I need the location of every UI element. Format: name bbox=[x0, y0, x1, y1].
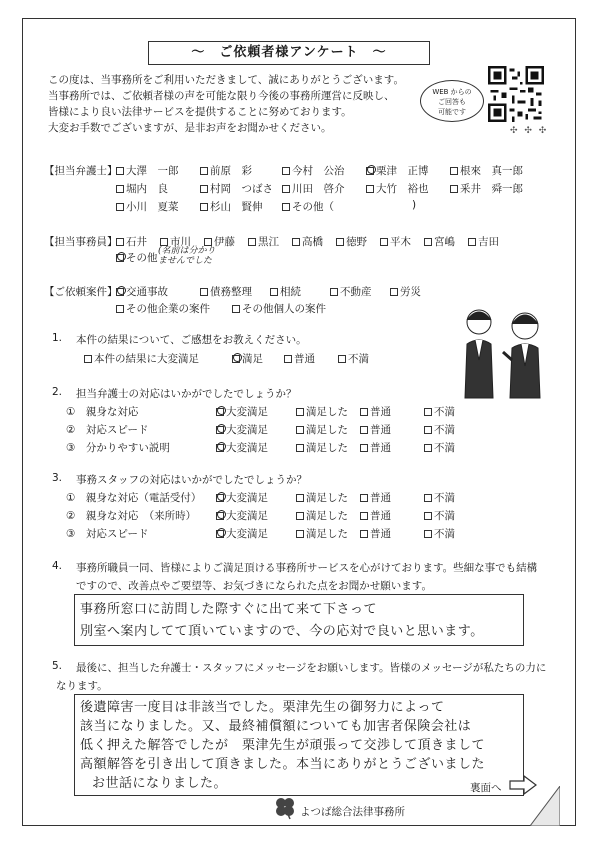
option-label: 満足 bbox=[242, 353, 263, 365]
option-label: 交通事故 bbox=[126, 286, 168, 298]
case-option[interactable] bbox=[232, 301, 326, 316]
checkbox-icon[interactable] bbox=[200, 203, 208, 211]
q2-rating-option[interactable] bbox=[424, 404, 455, 419]
checkbox-icon[interactable] bbox=[360, 494, 368, 502]
option-label: 不満 bbox=[434, 528, 455, 540]
option-label: 普通 bbox=[370, 528, 391, 540]
option-label: 釆井 舜一郎 bbox=[460, 183, 523, 195]
case-option[interactable] bbox=[200, 284, 252, 299]
q2-rating-option[interactable] bbox=[296, 404, 348, 419]
option-label: 宮嶋 bbox=[434, 236, 455, 248]
option-label: その他企業の案件 bbox=[126, 303, 210, 315]
lawyer-option[interactable] bbox=[200, 163, 252, 178]
checkbox-icon[interactable] bbox=[360, 512, 368, 520]
intro-line: 当事務所では、ご依頼者様の声を可能な限り今後の事務所運営に反映し、 bbox=[48, 90, 395, 102]
staff-option[interactable] bbox=[160, 234, 191, 249]
checkbox-icon[interactable] bbox=[424, 426, 432, 434]
checkbox-icon[interactable] bbox=[360, 408, 368, 416]
lawyer-option[interactable] bbox=[116, 199, 179, 214]
option-label: 不満 bbox=[348, 353, 369, 365]
option-label: 普通 bbox=[370, 492, 391, 504]
q3-rating-option[interactable] bbox=[296, 526, 348, 541]
checkbox-icon[interactable] bbox=[336, 238, 344, 246]
checkbox-icon[interactable] bbox=[450, 185, 458, 193]
option-label: 堀内 良 bbox=[126, 183, 168, 195]
lawyer-option[interactable] bbox=[450, 163, 523, 178]
checkbox-icon[interactable] bbox=[380, 238, 388, 246]
checkbox-icon[interactable] bbox=[200, 185, 208, 193]
q4-number: 4. bbox=[52, 560, 63, 572]
option-label: 不満 bbox=[434, 492, 455, 504]
clover-decoration-icon: ✣ ✣ ✣ bbox=[510, 126, 549, 136]
q1-question: 本件の結果について、ご感想をお教えください。 bbox=[76, 334, 307, 346]
q5-answer-line: 低く押えた解答でしたが 栗津先生が頑張って交渉して頂きまして bbox=[80, 738, 486, 753]
lawyer-mascots-icon bbox=[455, 300, 555, 400]
other-close-paren: ) bbox=[412, 199, 417, 211]
q1-option[interactable] bbox=[338, 351, 369, 366]
checkbox-icon[interactable] bbox=[360, 444, 368, 452]
staff-option[interactable] bbox=[204, 234, 235, 249]
checked-box-icon[interactable] bbox=[232, 355, 240, 363]
staff-label: 【担当事務員】 bbox=[44, 236, 118, 248]
q3-rating-option[interactable] bbox=[216, 508, 268, 523]
checked-box-icon[interactable] bbox=[216, 408, 224, 416]
q2-rating-option[interactable] bbox=[360, 440, 391, 455]
checked-box-icon[interactable] bbox=[216, 494, 224, 502]
option-label: 小川 夏菜 bbox=[126, 201, 179, 213]
option-label: 大変満足 bbox=[226, 528, 268, 540]
q3-rating-option[interactable] bbox=[360, 490, 391, 505]
staff-option[interactable] bbox=[468, 234, 499, 249]
q3-rating-option[interactable] bbox=[360, 526, 391, 541]
clover-logo-icon bbox=[272, 794, 298, 820]
turn-over-label: 裏面へ bbox=[470, 782, 502, 794]
q2-rating-option[interactable] bbox=[424, 440, 455, 455]
option-label: 大変満足 bbox=[226, 510, 268, 522]
staff-option[interactable] bbox=[380, 234, 411, 249]
option-label: 高橋 bbox=[302, 236, 323, 248]
option-label: 杉山 賢伸 bbox=[210, 201, 263, 213]
q2-rating-option[interactable] bbox=[360, 422, 391, 437]
staff-other-note bbox=[158, 246, 216, 266]
intro-line: 皆様により良い法律サービスを提供することに努めております。 bbox=[48, 106, 352, 118]
q3-rating-option[interactable] bbox=[424, 508, 455, 523]
checkbox-icon[interactable] bbox=[296, 426, 304, 434]
q5-answer-line: 後遺障害一度目は非該当でした。栗津先生の御努力によって bbox=[80, 700, 445, 715]
cases-label: 【ご依頼案件】 bbox=[44, 286, 118, 298]
checkbox-icon[interactable] bbox=[116, 185, 124, 193]
option-label: 労災 bbox=[400, 286, 421, 298]
checkbox-icon[interactable] bbox=[284, 355, 292, 363]
q3-rating-option[interactable] bbox=[424, 490, 455, 505]
option-label: 満足した bbox=[306, 406, 348, 418]
lawyer-option[interactable] bbox=[282, 163, 345, 178]
checked-box-icon[interactable] bbox=[216, 444, 224, 452]
option-label: 相続 bbox=[280, 286, 301, 298]
option-label: 伊藤 bbox=[214, 236, 235, 248]
option-label: 満足した bbox=[306, 442, 348, 454]
q1-number: 1. bbox=[52, 332, 63, 344]
bubble-line: 可能です bbox=[438, 108, 466, 116]
checkbox-icon[interactable] bbox=[204, 238, 212, 246]
option-label: 普通 bbox=[370, 424, 391, 436]
checkbox-icon[interactable] bbox=[270, 288, 278, 296]
checkbox-icon[interactable] bbox=[468, 238, 476, 246]
q3-number: 3. bbox=[52, 472, 63, 484]
option-label: 満足した bbox=[306, 492, 348, 504]
checkbox-icon[interactable] bbox=[296, 494, 304, 502]
checkbox-icon[interactable] bbox=[160, 238, 168, 246]
checkbox-icon[interactable] bbox=[390, 288, 398, 296]
option-label: 川田 啓介 bbox=[292, 183, 345, 195]
q4-question-line2: ですので、改善点やご要望等、お気づきになられた点をお聞かせ願います。 bbox=[76, 580, 432, 592]
q1-option[interactable] bbox=[284, 351, 315, 366]
option-label: 普通 bbox=[370, 406, 391, 418]
option-label: 不満 bbox=[434, 510, 455, 522]
intro-line: 大変お手数でございますが、是非お声をお聞かせください。 bbox=[48, 122, 332, 134]
web-answer-bubble bbox=[420, 80, 484, 122]
option-label: 不満 bbox=[434, 406, 455, 418]
option-label: 村岡 つばさ bbox=[210, 183, 273, 195]
q3-item-label: ② 親身な対応 （来所時） bbox=[66, 510, 197, 522]
lawyer-option[interactable] bbox=[282, 199, 334, 214]
lawyer-option[interactable] bbox=[200, 181, 273, 196]
checkbox-icon[interactable] bbox=[424, 238, 432, 246]
lawyers-label: 【担当弁護士】 bbox=[44, 165, 118, 177]
q2-number: 2. bbox=[52, 386, 63, 398]
checkbox-icon[interactable] bbox=[296, 408, 304, 416]
lawyer-option[interactable] bbox=[116, 181, 168, 196]
option-label: 徳野 bbox=[346, 236, 367, 248]
q3-rating-option[interactable] bbox=[216, 526, 268, 541]
option-label: 平木 bbox=[390, 236, 411, 248]
checkbox-icon[interactable] bbox=[282, 167, 290, 175]
q2-rating-option[interactable] bbox=[216, 440, 268, 455]
q4-question-line1: 事務所職員一同、皆様によりご満足頂ける事務所サービスを心がけております。些細な事でも結構 bbox=[76, 562, 538, 574]
lawyer-option[interactable] bbox=[200, 199, 263, 214]
option-label: 大変満足 bbox=[226, 424, 268, 436]
q3-rating-option[interactable] bbox=[424, 526, 455, 541]
q2-item-label: ② 対応スピード bbox=[66, 424, 149, 436]
note-line: ませんでした bbox=[158, 256, 213, 266]
staff-option[interactable] bbox=[336, 234, 367, 249]
staff-option[interactable] bbox=[116, 250, 158, 265]
option-label: 市川 bbox=[170, 236, 191, 248]
q5-answer-line: 高額解答を引き出して頂きました。本当にありがとうございました bbox=[80, 757, 486, 772]
q3-rating-option[interactable] bbox=[360, 508, 391, 523]
option-label: 栗津 正博 bbox=[376, 165, 429, 177]
checkbox-icon[interactable] bbox=[296, 530, 304, 538]
lawyer-option[interactable] bbox=[450, 181, 523, 196]
checkbox-icon[interactable] bbox=[116, 203, 124, 211]
option-label: 普通 bbox=[370, 442, 391, 454]
option-label: 大澤 一郎 bbox=[126, 165, 179, 177]
lawyer-option[interactable] bbox=[116, 163, 179, 178]
option-label: 前原 彩 bbox=[210, 165, 252, 177]
checked-box-icon[interactable] bbox=[216, 512, 224, 520]
q2-item-label: ① 親身な対応 bbox=[66, 406, 139, 418]
case-option[interactable] bbox=[270, 284, 301, 299]
option-label: その他 bbox=[126, 252, 158, 264]
q3-rating-option[interactable] bbox=[216, 490, 268, 505]
lawyer-option[interactable] bbox=[282, 181, 345, 196]
q3-rating-option[interactable] bbox=[296, 490, 348, 505]
checkbox-icon[interactable] bbox=[200, 167, 208, 175]
option-label: 不満 bbox=[434, 424, 455, 436]
option-label: 満足した bbox=[306, 424, 348, 436]
option-label: 不動産 bbox=[340, 286, 372, 298]
checkbox-icon[interactable] bbox=[360, 530, 368, 538]
checked-box-icon[interactable] bbox=[216, 426, 224, 434]
staff-option[interactable] bbox=[116, 234, 147, 249]
checkbox-icon[interactable] bbox=[116, 238, 124, 246]
checkbox-icon[interactable] bbox=[296, 512, 304, 520]
option-label: 大竹 裕也 bbox=[376, 183, 429, 195]
q2-rating-option[interactable] bbox=[424, 422, 455, 437]
staff-option[interactable] bbox=[292, 234, 323, 249]
option-label: 大変満足 bbox=[226, 406, 268, 418]
option-label: 満足した bbox=[306, 528, 348, 540]
option-label: 不満 bbox=[434, 442, 455, 454]
lawyer-option[interactable] bbox=[366, 181, 429, 196]
q3-item-label: ① 親身な対応（電話受付） bbox=[66, 492, 202, 504]
intro-line: この度は、当事務所をご利用いただきまして、誠にありがとうございます。 bbox=[48, 74, 404, 86]
checkbox-icon[interactable] bbox=[116, 167, 124, 175]
q2-item-label: ③ 分かりやすい説明 bbox=[66, 442, 170, 454]
q4-answer-line: 別室へ案内してて頂いていますので、今の応対で良いと思います。 bbox=[80, 624, 484, 639]
checked-box-icon[interactable] bbox=[366, 167, 374, 175]
checkbox-icon[interactable] bbox=[360, 426, 368, 434]
checkbox-icon[interactable] bbox=[424, 512, 432, 520]
firm-name: よつば総合法律事務所 bbox=[300, 806, 405, 818]
bubble-line: ご回答も bbox=[438, 98, 466, 106]
checkbox-icon[interactable] bbox=[248, 238, 256, 246]
q2-question: 担当弁護士の対応はいかがでしたでしょうか？ bbox=[76, 388, 297, 400]
checkbox-icon[interactable] bbox=[232, 305, 240, 313]
q1-option[interactable] bbox=[84, 351, 199, 366]
case-option[interactable] bbox=[330, 284, 372, 299]
case-option[interactable] bbox=[116, 284, 168, 299]
page-curl-icon bbox=[530, 786, 560, 826]
option-label: 根來 真一郎 bbox=[460, 165, 523, 177]
note-line: (名前は分かり bbox=[158, 246, 216, 256]
option-label: 大変満足 bbox=[226, 442, 268, 454]
checkbox-icon[interactable] bbox=[116, 305, 124, 313]
q3-item-label: ③ 対応スピード bbox=[66, 528, 149, 540]
option-label: 債務整理 bbox=[210, 286, 252, 298]
q1-option[interactable] bbox=[232, 351, 263, 366]
page-title: ～ ご依頼者様アンケート ～ bbox=[148, 41, 430, 65]
checked-box-icon[interactable] bbox=[216, 530, 224, 538]
checkbox-icon[interactable] bbox=[200, 288, 208, 296]
staff-option[interactable] bbox=[248, 234, 279, 249]
q5-answer-line: 該当になりました。又、最終補償額についても加害者保険会社は bbox=[80, 719, 472, 734]
checkbox-icon[interactable] bbox=[338, 355, 346, 363]
q2-rating-option[interactable] bbox=[360, 404, 391, 419]
checkbox-icon[interactable] bbox=[296, 444, 304, 452]
checked-box-icon[interactable] bbox=[116, 254, 124, 262]
checkbox-icon[interactable] bbox=[424, 408, 432, 416]
checkbox-icon[interactable] bbox=[450, 167, 458, 175]
q5-question-line1: 最後に、担当した弁護士・スタッフにメッセージをお願いします。皆様のメッセージが私たちの力に bbox=[76, 662, 547, 674]
option-label: その他個人の案件 bbox=[242, 303, 326, 315]
q5-number: 5. bbox=[52, 660, 63, 672]
checkbox-icon[interactable] bbox=[424, 494, 432, 502]
option-label: 大変満足 bbox=[226, 492, 268, 504]
checkbox-icon[interactable] bbox=[424, 444, 432, 452]
q2-rating-option[interactable] bbox=[216, 422, 268, 437]
intro-text bbox=[48, 72, 418, 136]
q4-answer-line: 事務所窓口に訪問した際すぐに出て来て下さって bbox=[80, 602, 378, 617]
checked-box-icon[interactable] bbox=[116, 288, 124, 296]
checkbox-icon[interactable] bbox=[366, 185, 374, 193]
bubble-line: WEB からの bbox=[432, 88, 472, 96]
option-label: 石井 bbox=[126, 236, 147, 248]
option-label: 本件の結果に大変満足 bbox=[94, 353, 199, 365]
checkbox-icon[interactable] bbox=[424, 530, 432, 538]
lawyer-option[interactable] bbox=[366, 163, 429, 178]
option-label: 満足した bbox=[306, 510, 348, 522]
q5-answer-line: お世話になりました。 bbox=[92, 776, 228, 791]
q2-rating-option[interactable] bbox=[216, 404, 268, 419]
q2-rating-option[interactable] bbox=[296, 440, 348, 455]
case-option[interactable] bbox=[116, 301, 210, 316]
checkbox-icon[interactable] bbox=[282, 203, 290, 211]
checkbox-icon[interactable] bbox=[330, 288, 338, 296]
option-label: 黒江 bbox=[258, 236, 279, 248]
q3-question: 事務スタッフの対応はいかがでしたでしょうか？ bbox=[76, 474, 307, 486]
q2-rating-option[interactable] bbox=[296, 422, 348, 437]
checkbox-icon[interactable] bbox=[84, 355, 92, 363]
option-label: 普通 bbox=[370, 510, 391, 522]
option-label: 普通 bbox=[294, 353, 315, 365]
checkbox-icon[interactable] bbox=[282, 185, 290, 193]
option-label: 吉田 bbox=[478, 236, 499, 248]
q3-rating-option[interactable] bbox=[296, 508, 348, 523]
checkbox-icon[interactable] bbox=[292, 238, 300, 246]
q5-question-line2: なります。 bbox=[56, 680, 108, 692]
qr-code-icon[interactable] bbox=[488, 66, 544, 122]
option-label: その他（ bbox=[292, 201, 334, 213]
staff-option[interactable] bbox=[424, 234, 455, 249]
case-option[interactable] bbox=[390, 284, 421, 299]
option-label: 今村 公治 bbox=[292, 165, 345, 177]
